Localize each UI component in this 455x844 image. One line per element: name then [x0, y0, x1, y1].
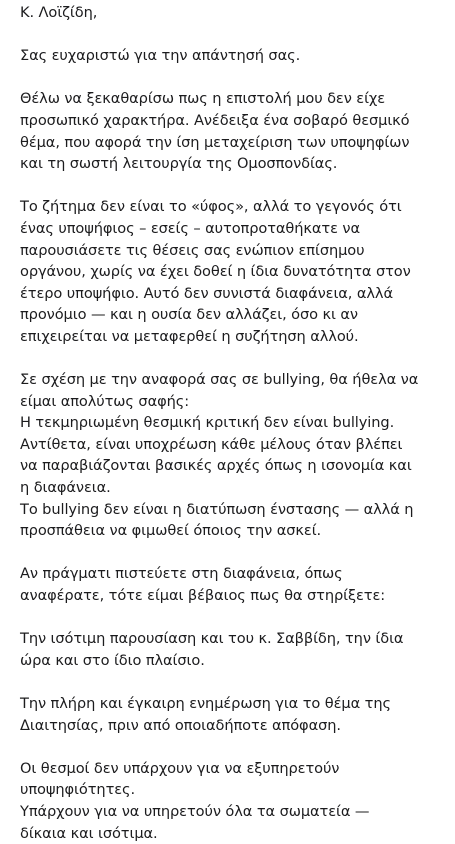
paragraph-line: Η τεκμηριωμένη θεσμική κριτική δεν είναι bullying.	[20, 414, 395, 432]
paragraph-line: Αντίθετα, είναι υποχρέωση κάθε μέλους όταν βλέπει	[20, 435, 403, 453]
paragraph-line: έτερο υποψήφιο. Αυτό δεν συνιστά διαφάνεια, αλλά	[20, 284, 393, 302]
paragraph-line: Την πλήρη και έγκαιρη ενημέρωση για το θέμα της	[20, 695, 391, 712]
paragraph-line: Σε σχέση με την αναφορά σας σε bullying, θα ήθελα να	[20, 371, 419, 389]
paragraph-line: αναφέρατε, τότε είμαι βέβαιος πως θα στηρίξετε:	[20, 587, 386, 605]
paragraph-line: ένας υποψήφιος – εσείς – αυτοπροταθήκατε να	[20, 219, 360, 237]
paragraph-line: προνόμιο — και η ουσία δεν αλλάζει, όσο κι αν	[20, 306, 358, 324]
paragraph-line: η διαφάνεια.	[20, 479, 111, 497]
paragraph-line-partial: δίκαια και ισότιμα.	[20, 824, 158, 842]
greeting-line: Κ. Λοϊζίδη,	[20, 4, 98, 21]
paragraph-line: Το bullying δεν είναι η διατύπωση ένστασης — αλλά η	[20, 500, 414, 518]
paragraph-line: Θέλω να ξεκαθαρίσω πως η επιστολή μου δεν είχε	[20, 90, 386, 108]
paragraph-line: είμαι απολύτως σαφής:	[20, 392, 190, 410]
paragraph-line: Υπάρχουν για να υπηρετούν όλα τα σωματεία —	[20, 802, 370, 820]
thanks-line: Σας ευχαριστώ για την απάντησή σας.	[20, 47, 301, 65]
paragraph-line: προσωπικό χαρακτήρα. Ανέδειξα ένα σοβαρό θεσμικό	[20, 111, 410, 129]
paragraph-line: Το ζήτημα δεν είναι το «ύφος», αλλά το γεγονός ότι	[20, 198, 402, 216]
paragraph-line: Διαιτησίας, πριν από οποιαδήποτε απόφαση.	[20, 716, 341, 734]
paragraph-line: Την ισότιμη παρουσίαση και του κ. Σαββίδη, την ίδια	[20, 630, 404, 648]
paragraph-line: ώρα και στο ίδιο πλαίσιο.	[20, 651, 205, 669]
paragraph-line: επιχειρείται να μεταφερθεί η συζήτηση αλλού.	[20, 327, 359, 345]
paragraph-line: οργάνου, χωρίς να έχει δοθεί η ίδια δυνατότητα στον	[20, 263, 411, 281]
message-body	[20, 0, 450, 842]
paragraph-line: υποψηφιότητες.	[20, 781, 136, 799]
paragraph-line: παρουσιάσετε τις θέσεις σας ενώπιον επίσημου	[20, 241, 365, 259]
paragraph-line: θέμα, που αφορά την ίση μεταχείριση των υποψηφίων	[20, 133, 410, 151]
paragraph-line: να παραβιάζονται βασικές αρχές όπως η ισονομία και	[20, 457, 412, 475]
paragraph-line: Αν πράγματι πιστεύετε στη διαφάνεια, όπως	[20, 565, 343, 583]
paragraph-line: προσπάθεια να φιμωθεί όποιος την ασκεί.	[20, 522, 322, 540]
paragraph-line: Οι θεσμοί δεν υπάρχουν για να εξυπηρετούν	[20, 759, 340, 777]
paragraph-line: και τη σωστή λειτουργία της Ομοσπονδίας.	[20, 155, 338, 173]
